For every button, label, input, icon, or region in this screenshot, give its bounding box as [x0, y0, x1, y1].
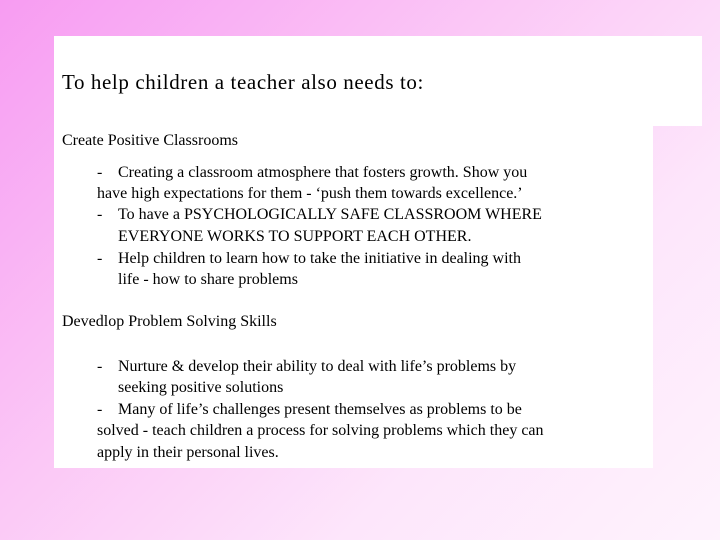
section-heading-problem-solving: Devedlop Problem Solving Skills — [62, 313, 277, 330]
content-box — [54, 126, 653, 468]
bullet-line: solved - teach children a process for solving problems which they can — [97, 422, 544, 439]
bullet-line: apply in their personal lives. — [97, 444, 279, 461]
bullet-line: Help children to learn how to take the initiative in dealing with — [118, 250, 521, 267]
bullet-line: Many of life’s challenges present themselves as problems to be — [118, 401, 522, 418]
section-heading-positive-classrooms: Create Positive Classrooms — [62, 132, 238, 149]
slide-title: To help children a teacher also needs to: — [62, 70, 424, 94]
bullet-dash: - — [97, 206, 103, 223]
bullet-line: To have a PSYCHOLOGICALLY SAFE CLASSROOM WHERE — [118, 206, 542, 223]
bullet-line: Nurture & develop their ability to deal with life’s problems by — [118, 358, 517, 375]
bullet-line: seeking positive solutions — [118, 379, 284, 396]
bullet-dash: - — [97, 250, 103, 267]
bullet-line: life - how to share problems — [118, 271, 298, 288]
bullet-dash: - — [97, 401, 103, 418]
bullet-line: Creating a classroom atmosphere that fosters growth. Show you — [118, 164, 528, 181]
bullet-line: EVERYONE WORKS TO SUPPORT EACH OTHER. — [118, 228, 472, 245]
bullet-dash: - — [97, 164, 103, 181]
bullet-line: have high expectations for them - ‘push them towards excellence.’ — [97, 185, 523, 202]
bullet-dash: - — [97, 358, 103, 375]
title-box — [54, 36, 702, 126]
